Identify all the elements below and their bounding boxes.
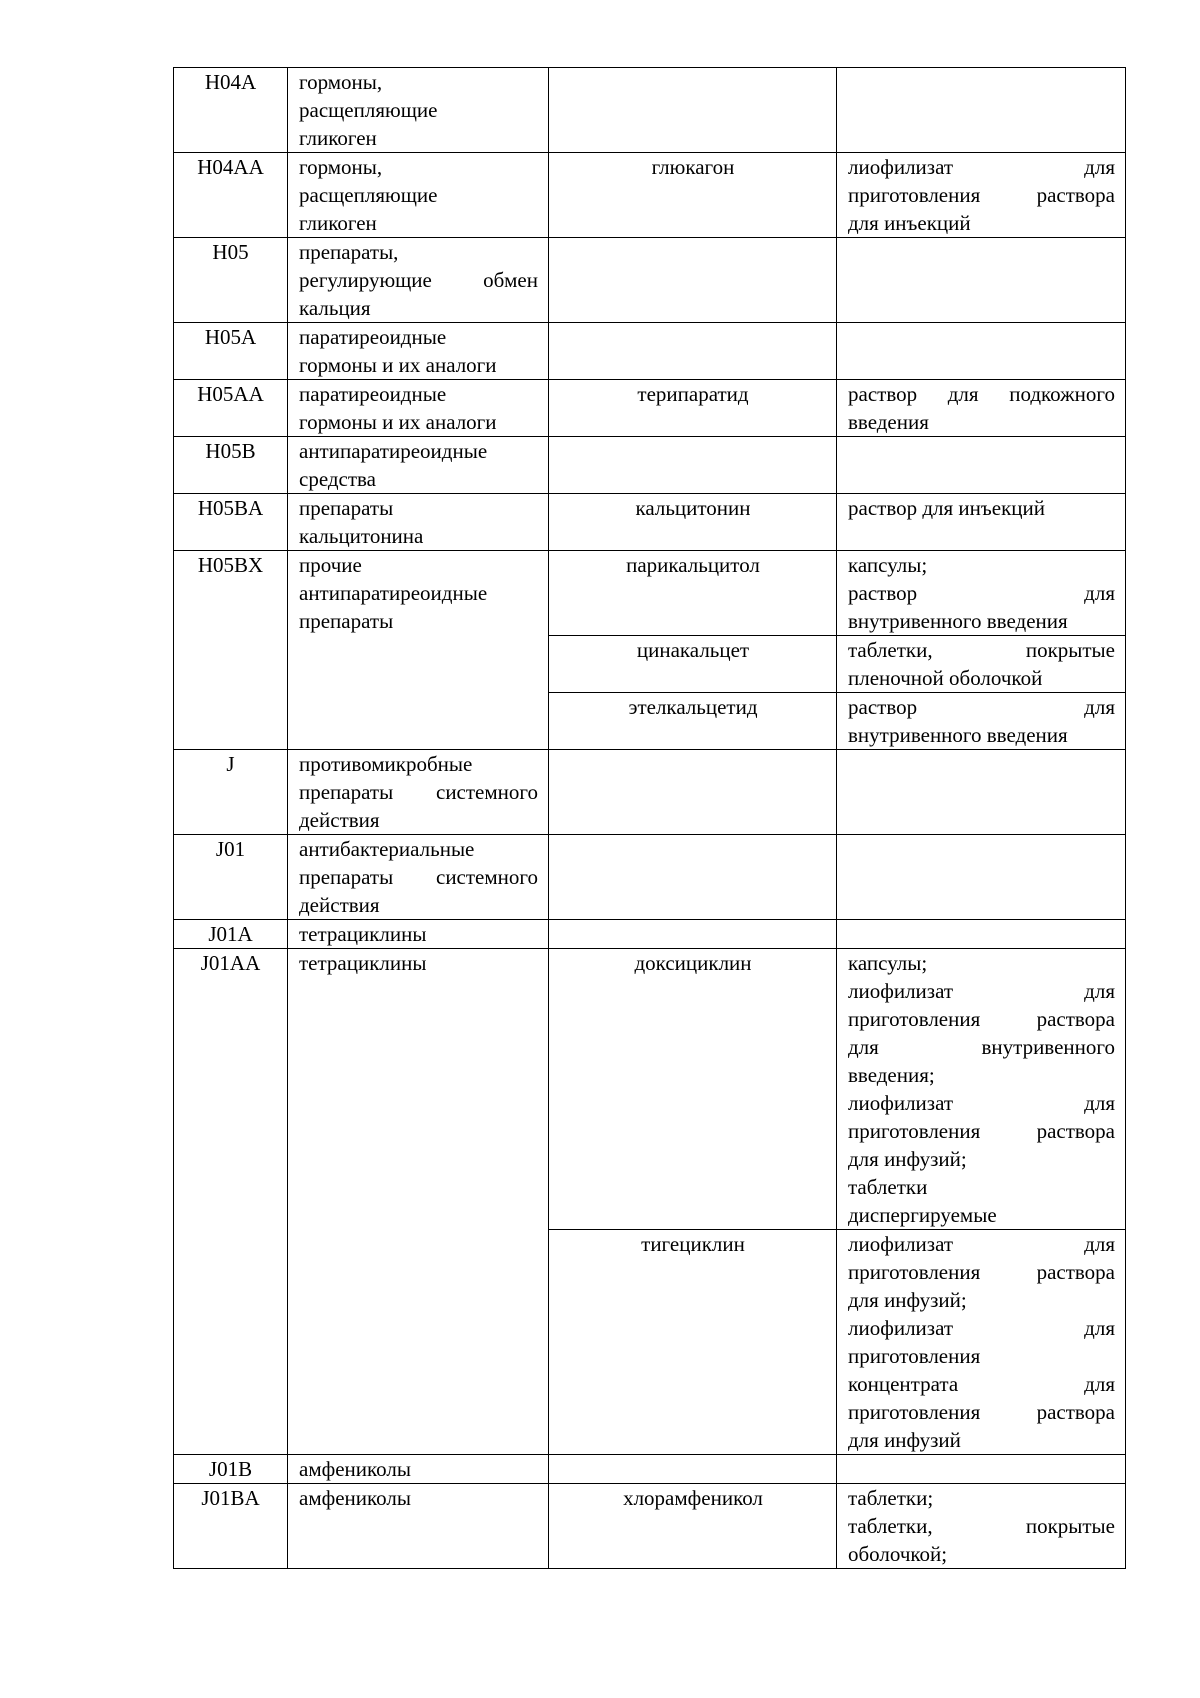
atc-name-cell — [288, 238, 549, 323]
atc-name-cell — [288, 949, 549, 1455]
dosage-form — [848, 693, 1115, 749]
text-line: паратиреоидные — [299, 382, 447, 406]
dosage-form — [848, 494, 1115, 522]
table-row — [174, 1455, 1126, 1484]
atc-code-cell: J01A — [174, 920, 288, 949]
drug-name-cell: доксициклин — [549, 949, 837, 1230]
drug-name-cell: хлорамфеникол — [549, 1484, 837, 1569]
drug-table — [173, 67, 1126, 1569]
dosage-form-cell — [837, 750, 1126, 835]
text-line: действия — [299, 893, 380, 917]
text-line: введения — [848, 410, 929, 434]
drug-name-cell: этелкальцетид — [549, 693, 837, 750]
atc-code-cell: H05 — [174, 238, 288, 323]
text-line: для инфузий; — [848, 1288, 967, 1312]
atc-name-cell — [288, 750, 549, 835]
text-line: таблетки, покрытые — [848, 638, 1115, 662]
text-line: приготовления — [848, 1344, 981, 1368]
atc-code-cell: H05AA — [174, 380, 288, 437]
text-line: гормоны и их аналоги — [299, 353, 497, 377]
text-line: действия — [299, 808, 380, 832]
table-row — [174, 949, 1126, 1230]
dosage-form-cell — [837, 1484, 1126, 1569]
dosage-form-cell — [837, 636, 1126, 693]
atc-name-cell — [288, 380, 549, 437]
table-row — [174, 153, 1126, 238]
text-line: для инфузий; — [848, 1147, 967, 1171]
text-line: внутривенного введения — [848, 609, 1068, 633]
text-line: антипаратиреоидные — [299, 439, 488, 463]
text-line: прочие — [299, 553, 362, 577]
text-line: концентрата для — [848, 1372, 1115, 1396]
dosage-form — [848, 636, 1115, 692]
dosage-form — [848, 579, 1115, 635]
table-row — [174, 68, 1126, 153]
text-line: тетрациклины — [299, 922, 427, 946]
text-line: лиофилизат для — [848, 979, 1115, 1003]
atc-name-cell — [288, 1455, 549, 1484]
text-line: гормоны и их аналоги — [299, 410, 497, 434]
text-line: препараты, — [299, 240, 399, 264]
table-row — [174, 551, 1126, 636]
dosage-form — [848, 1089, 1115, 1173]
atc-code-cell: J01AA — [174, 949, 288, 1455]
drug-name-cell — [549, 68, 837, 153]
dosage-form-cell — [837, 1230, 1126, 1455]
drug-name-cell — [549, 835, 837, 920]
dosage-form-cell — [837, 835, 1126, 920]
dosage-form-cell — [837, 1455, 1126, 1484]
text-line: гликоген — [299, 126, 377, 150]
text-line: препараты системного — [299, 780, 538, 804]
dosage-form-cell — [837, 153, 1126, 238]
dosage-form — [848, 1484, 1115, 1512]
atc-name-cell — [288, 68, 549, 153]
text-line: приготовления раствора — [848, 1007, 1115, 1031]
atc-code-cell: J — [174, 750, 288, 835]
dosage-form-cell — [837, 949, 1126, 1230]
text-line: амфениколы — [299, 1457, 411, 1481]
drug-name-cell: цинакальцет — [549, 636, 837, 693]
drug-name-cell: тигециклин — [549, 1230, 837, 1455]
atc-code-cell: J01 — [174, 835, 288, 920]
text-line: расщепляющие — [299, 183, 438, 207]
dosage-form — [848, 1230, 1115, 1314]
table-row — [174, 323, 1126, 380]
table-row — [174, 238, 1126, 323]
drug-name-cell — [549, 323, 837, 380]
text-line: гормоны, — [299, 155, 383, 179]
text-line: противомикробные — [299, 752, 473, 776]
text-line: таблетки; — [848, 1486, 934, 1510]
dosage-form — [848, 153, 1115, 237]
atc-code-cell: H05A — [174, 323, 288, 380]
text-line: кальция — [299, 296, 371, 320]
drug-name-cell: кальцитонин — [549, 494, 837, 551]
dosage-form — [848, 551, 1115, 579]
drug-name-cell — [549, 238, 837, 323]
text-line: таблетки, покрытые — [848, 1514, 1115, 1538]
text-line: амфениколы — [299, 1486, 411, 1510]
atc-name-cell — [288, 323, 549, 380]
text-line: паратиреоидные — [299, 325, 447, 349]
atc-code-cell: J01BA — [174, 1484, 288, 1569]
text-line: пленочной оболочкой — [848, 666, 1043, 690]
text-line: для инфузий — [848, 1428, 961, 1452]
text-line: приготовления раствора — [848, 183, 1115, 207]
text-line: внутривенного введения — [848, 723, 1068, 747]
atc-name-cell — [288, 920, 549, 949]
text-line: диспергируемые — [848, 1203, 997, 1227]
dosage-form-cell — [837, 380, 1126, 437]
dosage-form-cell — [837, 437, 1126, 494]
drug-name-cell — [549, 750, 837, 835]
dosage-form-cell — [837, 920, 1126, 949]
atc-code-cell: H04A — [174, 68, 288, 153]
atc-name-cell — [288, 551, 549, 750]
text-line: раствор для инъекций — [848, 496, 1045, 520]
text-line: лиофилизат для — [848, 1091, 1115, 1115]
drug-name-cell — [549, 1455, 837, 1484]
text-line: расщепляющие — [299, 98, 438, 122]
text-line: препараты системного — [299, 865, 538, 889]
table-row — [174, 835, 1126, 920]
atc-code-cell: J01B — [174, 1455, 288, 1484]
dosage-form — [848, 1173, 1115, 1229]
table-row — [174, 380, 1126, 437]
text-line: приготовления раствора — [848, 1119, 1115, 1143]
table-row — [174, 750, 1126, 835]
drug-name-cell — [549, 920, 837, 949]
document-page — [173, 67, 1125, 1569]
dosage-form-cell — [837, 68, 1126, 153]
text-line: тетрациклины — [299, 951, 427, 975]
atc-name-cell — [288, 437, 549, 494]
drug-name-cell: парикальцитол — [549, 551, 837, 636]
text-line: капсулы; — [848, 553, 928, 577]
text-line: антибактериальные — [299, 837, 475, 861]
dosage-form — [848, 1314, 1115, 1454]
drug-name-cell: терипаратид — [549, 380, 837, 437]
text-line: лиофилизат для — [848, 155, 1115, 179]
text-line: таблетки — [848, 1175, 928, 1199]
text-line: антипаратиреоидные — [299, 581, 488, 605]
text-line: для инъекций — [848, 211, 971, 235]
dosage-form — [848, 380, 1115, 436]
text-line: введения; — [848, 1063, 935, 1087]
dosage-form-cell — [837, 323, 1126, 380]
dosage-form — [848, 949, 1115, 977]
text-line: оболочкой; — [848, 1542, 948, 1566]
text-line: препараты — [299, 496, 394, 520]
text-line: гликоген — [299, 211, 377, 235]
text-line: приготовления раствора — [848, 1260, 1115, 1284]
table-row — [174, 920, 1126, 949]
text-line: лиофилизат для — [848, 1316, 1115, 1340]
atc-code-cell: H05BA — [174, 494, 288, 551]
atc-name-cell — [288, 1484, 549, 1569]
text-line: раствор для подкожного — [848, 382, 1115, 406]
table-row — [174, 437, 1126, 494]
text-line: раствор для — [848, 695, 1115, 719]
atc-name-cell — [288, 153, 549, 238]
text-line: лиофилизат для — [848, 1232, 1115, 1256]
text-line: кальцитонина — [299, 524, 424, 548]
text-line: препараты — [299, 609, 394, 633]
atc-name-cell — [288, 835, 549, 920]
text-line: средства — [299, 467, 377, 491]
atc-code-cell: H05BX — [174, 551, 288, 750]
text-line: регулирующие обмен — [299, 268, 538, 292]
dosage-form-cell — [837, 693, 1126, 750]
drug-table-body — [174, 68, 1126, 1569]
dosage-form-cell — [837, 551, 1126, 636]
table-row — [174, 494, 1126, 551]
dosage-form-cell — [837, 238, 1126, 323]
atc-code-cell: H05B — [174, 437, 288, 494]
atc-code-cell: H04AA — [174, 153, 288, 238]
dosage-form — [848, 1512, 1115, 1568]
dosage-form — [848, 977, 1115, 1089]
text-line: приготовления раствора — [848, 1400, 1115, 1424]
text-line: для внутривенного — [848, 1035, 1115, 1059]
dosage-form-cell — [837, 494, 1126, 551]
text-line: раствор для — [848, 581, 1115, 605]
table-row — [174, 1484, 1126, 1569]
atc-name-cell — [288, 494, 549, 551]
drug-name-cell: глюкагон — [549, 153, 837, 238]
text-line: капсулы; — [848, 951, 928, 975]
text-line: гормоны, — [299, 70, 383, 94]
drug-name-cell — [549, 437, 837, 494]
